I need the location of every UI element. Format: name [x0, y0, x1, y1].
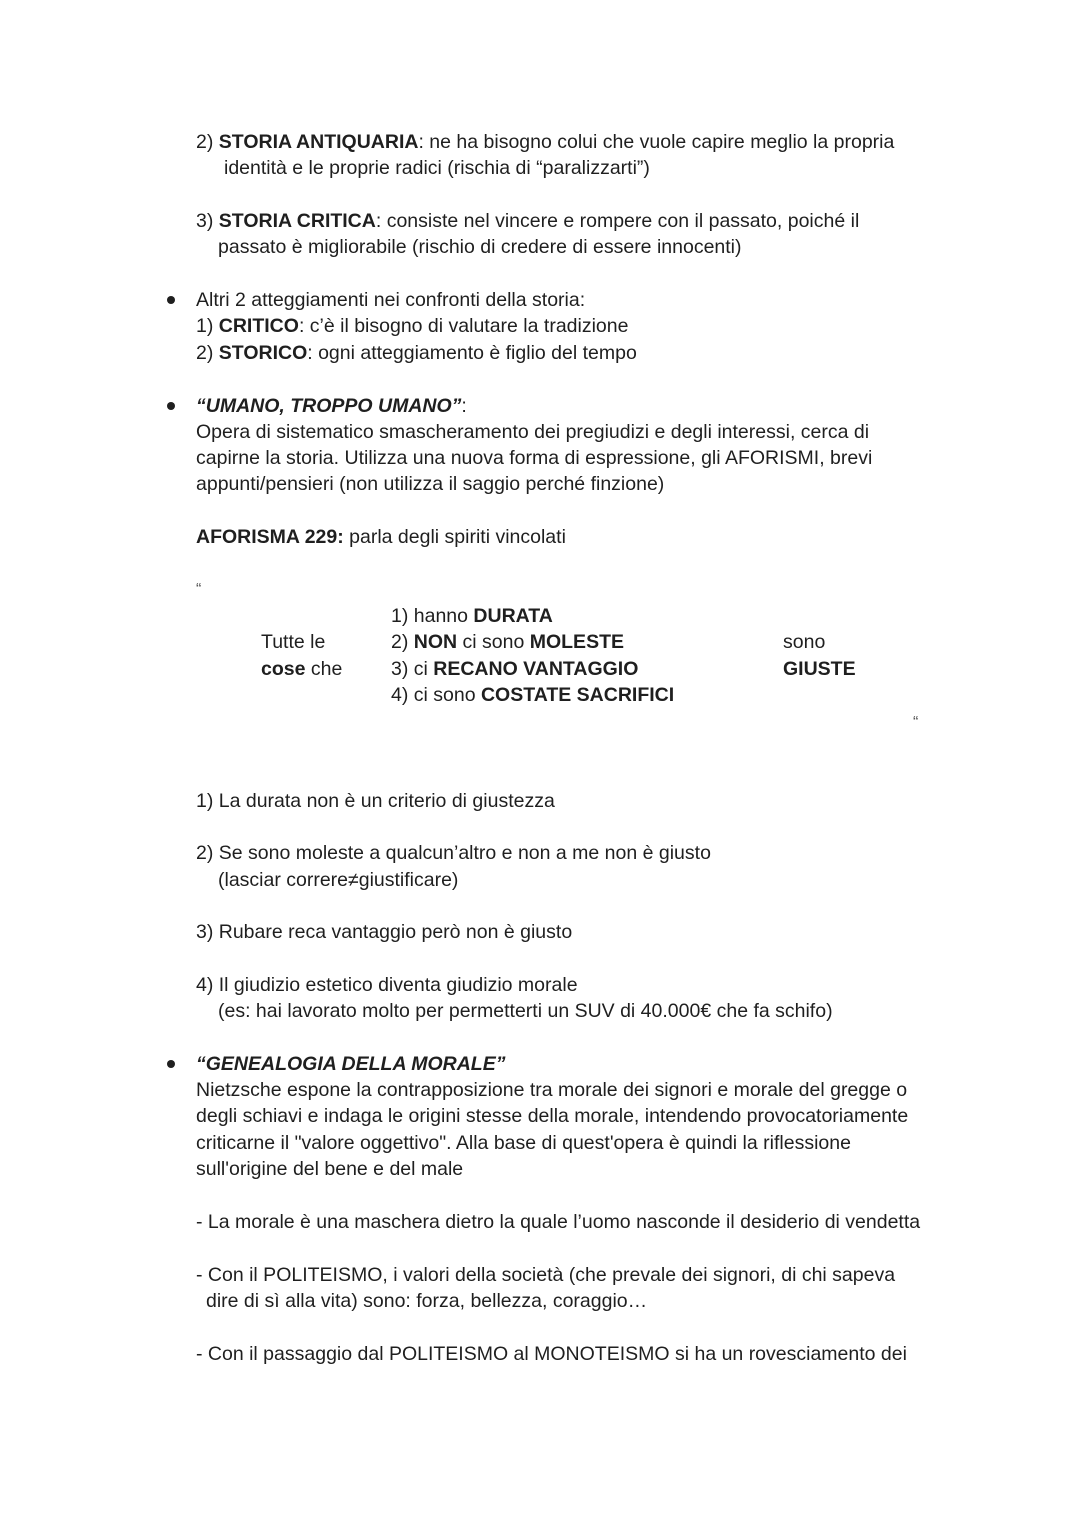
aforisma-condition-4: 4) ci sono COSTATE SACRIFICI — [391, 684, 675, 706]
critique-3: 3) Rubare reca vantaggio però non è giusto — [196, 921, 573, 943]
attitude-critico: 1) CRITICO: c’è il bisogno di valutare la tradizione — [196, 315, 629, 337]
umano-body-3: appunti/pensieri (non utilizza il saggio perché finzione) — [196, 473, 665, 495]
aforisma-condition-3: 3) ci RECANO VANTAGGIO — [391, 658, 639, 680]
genealogia-point-2-line-2: dire di sì alla vita) sono: forza, bellezza, coraggio… — [206, 1290, 648, 1312]
storia-antiquaria-line-2: identità e le proprie radici (rischia di “paralizzarti”) — [224, 157, 650, 179]
critique-4-line-2: (es: hai lavorato molto per permetterti un SUV di 40.000€ che fa schifo) — [218, 1000, 833, 1022]
aforisma-condition-1: 1) hanno DURATA — [391, 605, 553, 627]
critique-2-line-1: 2) Se sono moleste a qualcun’altro e non a me non è giusto — [196, 842, 711, 864]
bullet-umano — [167, 402, 175, 410]
critique-1: 1) La durata non è un criterio di giustezza — [196, 790, 555, 812]
critique-4-line-1: 4) Il giudizio estetico diventa giudizio morale — [196, 974, 578, 996]
genealogia-body-4: sull'origine del bene e del male — [196, 1158, 464, 1180]
umano-body-2: capirne la storia. Utilizza una nuova forma di espressione, gli AFORISMI, brevi — [196, 447, 873, 469]
aforisma-condition-2: 2) NON ci sono MOLESTE — [391, 631, 624, 653]
critique-2-line-2: (lasciar correre≠giustificare) — [218, 869, 459, 891]
term-storia-critica: STORIA CRITICA — [218, 210, 376, 232]
aforisma-right-1: sono — [783, 631, 826, 653]
aforisma-close-quote: “ — [913, 714, 919, 731]
attitudes-intro: Altri 2 atteggiamenti nei confronti della storia: — [196, 289, 586, 311]
aforisma-open-quote: “ — [196, 581, 202, 598]
aforisma-left-1: Tutte le — [261, 631, 326, 653]
genealogia-point-3: - Con il passaggio dal POLITEISMO al MONOTEISMO si ha un rovesciamento dei — [196, 1343, 907, 1365]
genealogia-title: “GENEALOGIA DELLA MORALE” — [196, 1053, 506, 1075]
aforisma-right-2: GIUSTE — [783, 658, 856, 680]
bullet-attitudes — [167, 296, 175, 304]
aforisma-heading: AFORISMA 229: parla degli spiriti vincolati — [196, 526, 566, 548]
genealogia-point-1: - La morale è una maschera dietro la quale l’uomo nasconde il desiderio di vendetta — [196, 1211, 921, 1233]
umano-title: “UMANO, TROPPO UMANO”: — [196, 395, 467, 417]
genealogia-body-1: Nietzsche espone la contrapposizione tra morale dei signori e morale del gregge o — [196, 1079, 908, 1101]
storia-antiquaria-line-1: 2) STORIA ANTIQUARIA: ne ha bisogno colui che vuole capire meglio la propria — [196, 131, 895, 153]
storia-critica-line-1: 3) STORIA CRITICA: consiste nel vincere e rompere con il passato, poiché il — [196, 210, 860, 232]
umano-body-1: Opera di sistematico smascheramento dei pregiudizi e degli interessi, cerca di — [196, 421, 870, 443]
genealogia-body-3: criticarne il "valore oggettivo". Alla base di quest'opera è quindi la riflessione — [196, 1132, 851, 1154]
genealogia-body-2: degli schiavi e indaga le origini stesse della morale, intendendo provocatoriamente — [196, 1105, 909, 1127]
attitude-storico: 2) STORICO: ogni atteggiamento è figlio del tempo — [196, 342, 637, 364]
bullet-genealogia — [167, 1060, 175, 1068]
aforisma-left-2: cose che — [261, 658, 343, 680]
storia-critica-line-2: passato è migliorabile (rischio di credere di essere innocenti) — [218, 236, 742, 258]
genealogia-point-2-line-1: - Con il POLITEISMO, i valori della società (che prevale dei signori, di chi sapeva — [196, 1264, 896, 1286]
term-storia-antiquaria: STORIA ANTIQUARIA — [218, 131, 419, 153]
